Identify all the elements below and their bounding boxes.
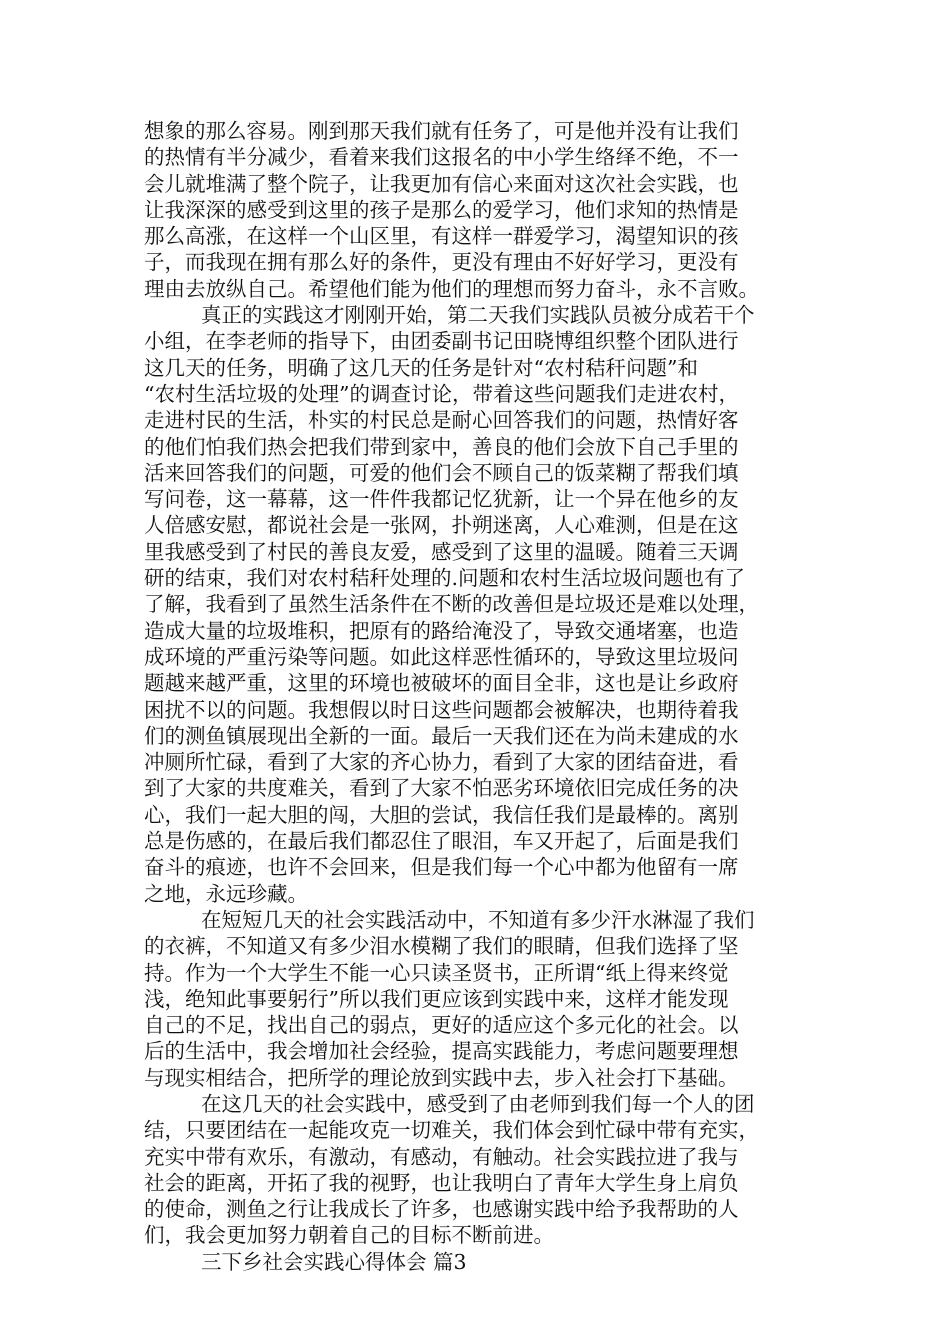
text-line: 成环境的严重污染等问题。如此这样恶性循环的，导致这里垃圾问 (144, 644, 739, 669)
text-line: 子，而我现在拥有那么好的条件，更没有理由不好好学习，更没有 (144, 250, 739, 275)
text-line: 题越来越严重，这里的环境也被破坏的面目全非，这也是让乡政府 (144, 671, 739, 696)
text-line: 到了大家的共度难关，看到了大家不怕恶劣环境依旧完成任务的决 (144, 776, 739, 801)
section-heading: 三下乡社会实践心得体会 篇3 (201, 1249, 467, 1274)
text-line: 后的生活中，我会增加社会经验，提高实践能力，考虑问题要理想 (144, 1039, 739, 1064)
text-line: 总是伤感的，在最后我们都忍住了眼泪，车又开起了，后面是我们 (144, 829, 739, 854)
paragraph-start-line: 在短短几天的社会实践活动中，不知道有多少汗水淋湿了我们 (201, 907, 755, 932)
text-line: 理由去放纵自己。希望他们能为他们的理想而努力奋斗，永不言败。 (144, 276, 759, 301)
text-line: 与现实相结合，把所学的理论放到实践中去，步入社会打下基础。 (144, 1065, 739, 1090)
text-line: 人倍感安慰，都说社会是一张网，扑朔迷离，人心难测，但是在这 (144, 513, 739, 538)
text-line: 自己的不足，找出自己的弱点，更好的适应这个多元化的社会。以 (144, 1013, 739, 1038)
text-line: 浅，绝知此事要躬行”所以我们更应该到实践中来，这样才能发现 (144, 986, 729, 1011)
text-line: 会儿就堆满了整个院子，让我更加有信心来面对这次社会实践，也 (144, 171, 739, 196)
text-line: 走进村民的生活，朴实的村民总是耐心回答我们的问题，热情好客 (144, 408, 739, 433)
text-line: 小组，在李老师的指导下，由团委副书记田晓博组织整个团队进行 (144, 329, 739, 354)
text-line: 奋斗的痕迹，也许不会回来，但是我们每一个心中都为他留有一席 (144, 855, 739, 880)
text-line: 们的测鱼镇展现出全新的一面。最后一天我们还在为尚未建成的水 (144, 723, 739, 748)
text-line: 活来回答我们的问题，可爱的他们会不顾自己的饭菜糊了帮我们填 (144, 460, 739, 485)
text-line: 的使命，测鱼之行让我成长了许多，也感谢实践中给予我帮助的人 (144, 1197, 739, 1222)
text-line: 持。作为一个大学生不能一心只读圣贤书，正所谓“纸上得来终觉 (144, 960, 729, 985)
text-line: 里我感受到了村民的善良友爱，感受到了这里的温暖。随着三天调 (144, 539, 739, 564)
text-line: 了解，我看到了虽然生活条件在不断的改善但是垃圾还是难以处理， (144, 592, 759, 617)
text-line: “农村生活垃圾的处理”的调查讨论，带着这些问题我们走进农村， (144, 381, 739, 406)
text-line: 结，只要团结在一起能攻克一切难关，我们体会到忙碌中带有充实， (144, 1118, 759, 1143)
text-line: 心，我们一起大胆的闯，大胆的尝试，我信任我们是最棒的。离别 (144, 802, 739, 827)
text-line: 困扰不以的问题。我想假以时日这些问题都会被解决，也期待着我 (144, 697, 739, 722)
text-line: 冲厕所忙碌，看到了大家的齐心协力，看到了大家的团结奋进，看 (144, 750, 739, 775)
paragraph-start-line: 真正的实践这才刚刚开始，第二天我们实践队员被分成若干个 (201, 303, 755, 328)
text-line: 的热情有半分减少，看着来我们这报名的中小学生络绎不绝，不一 (144, 145, 739, 170)
text-line: 之地，永远珍藏。 (144, 881, 308, 906)
text-line: 充实中带有欢乐，有激动，有感动，有触动。社会实践拉进了我与 (144, 1144, 739, 1169)
text-line: 们，我会更加努力朝着自己的目标不断前进。 (144, 1223, 554, 1248)
text-line: 写问卷，这一幕幕，这一件件我都记忆犹新，让一个异在他乡的友 (144, 487, 739, 512)
text-line: 造成大量的垃圾堆积，把原有的路给淹没了，导致交通堵塞，也造 (144, 618, 739, 643)
document-body (144, 118, 812, 1275)
text-line: 让我深深的感受到这里的孩子是那么的爱学习，他们求知的热情是 (144, 197, 739, 222)
text-line: 这几天的任务，明确了这几天的任务是针对“农村秸秆问题”和 (144, 355, 698, 380)
text-line: 那么高涨，在这样一个山区里，有这样一群爱学习，渴望知识的孩 (144, 224, 739, 249)
text-line: 想象的那么容易。刚到那天我们就有任务了，可是他并没有让我们 (144, 119, 739, 143)
text-line: 研的结束，我们对农村秸秆处理的.问题和农村生活垃圾问题也有了 (144, 566, 746, 591)
text-line: 社会的距离，开拓了我的视野，也让我明白了青年大学生身上肩负 (144, 1170, 739, 1195)
text-line: 的他们怕我们热会把我们带到家中，善良的他们会放下自己手里的 (144, 434, 739, 459)
paragraph-start-line: 在这几天的社会实践中，感受到了由老师到我们每一个人的团 (201, 1091, 755, 1116)
text-line: 的衣裤，不知道又有多少泪水模糊了我们的眼睛，但我们选择了坚 (144, 934, 739, 959)
